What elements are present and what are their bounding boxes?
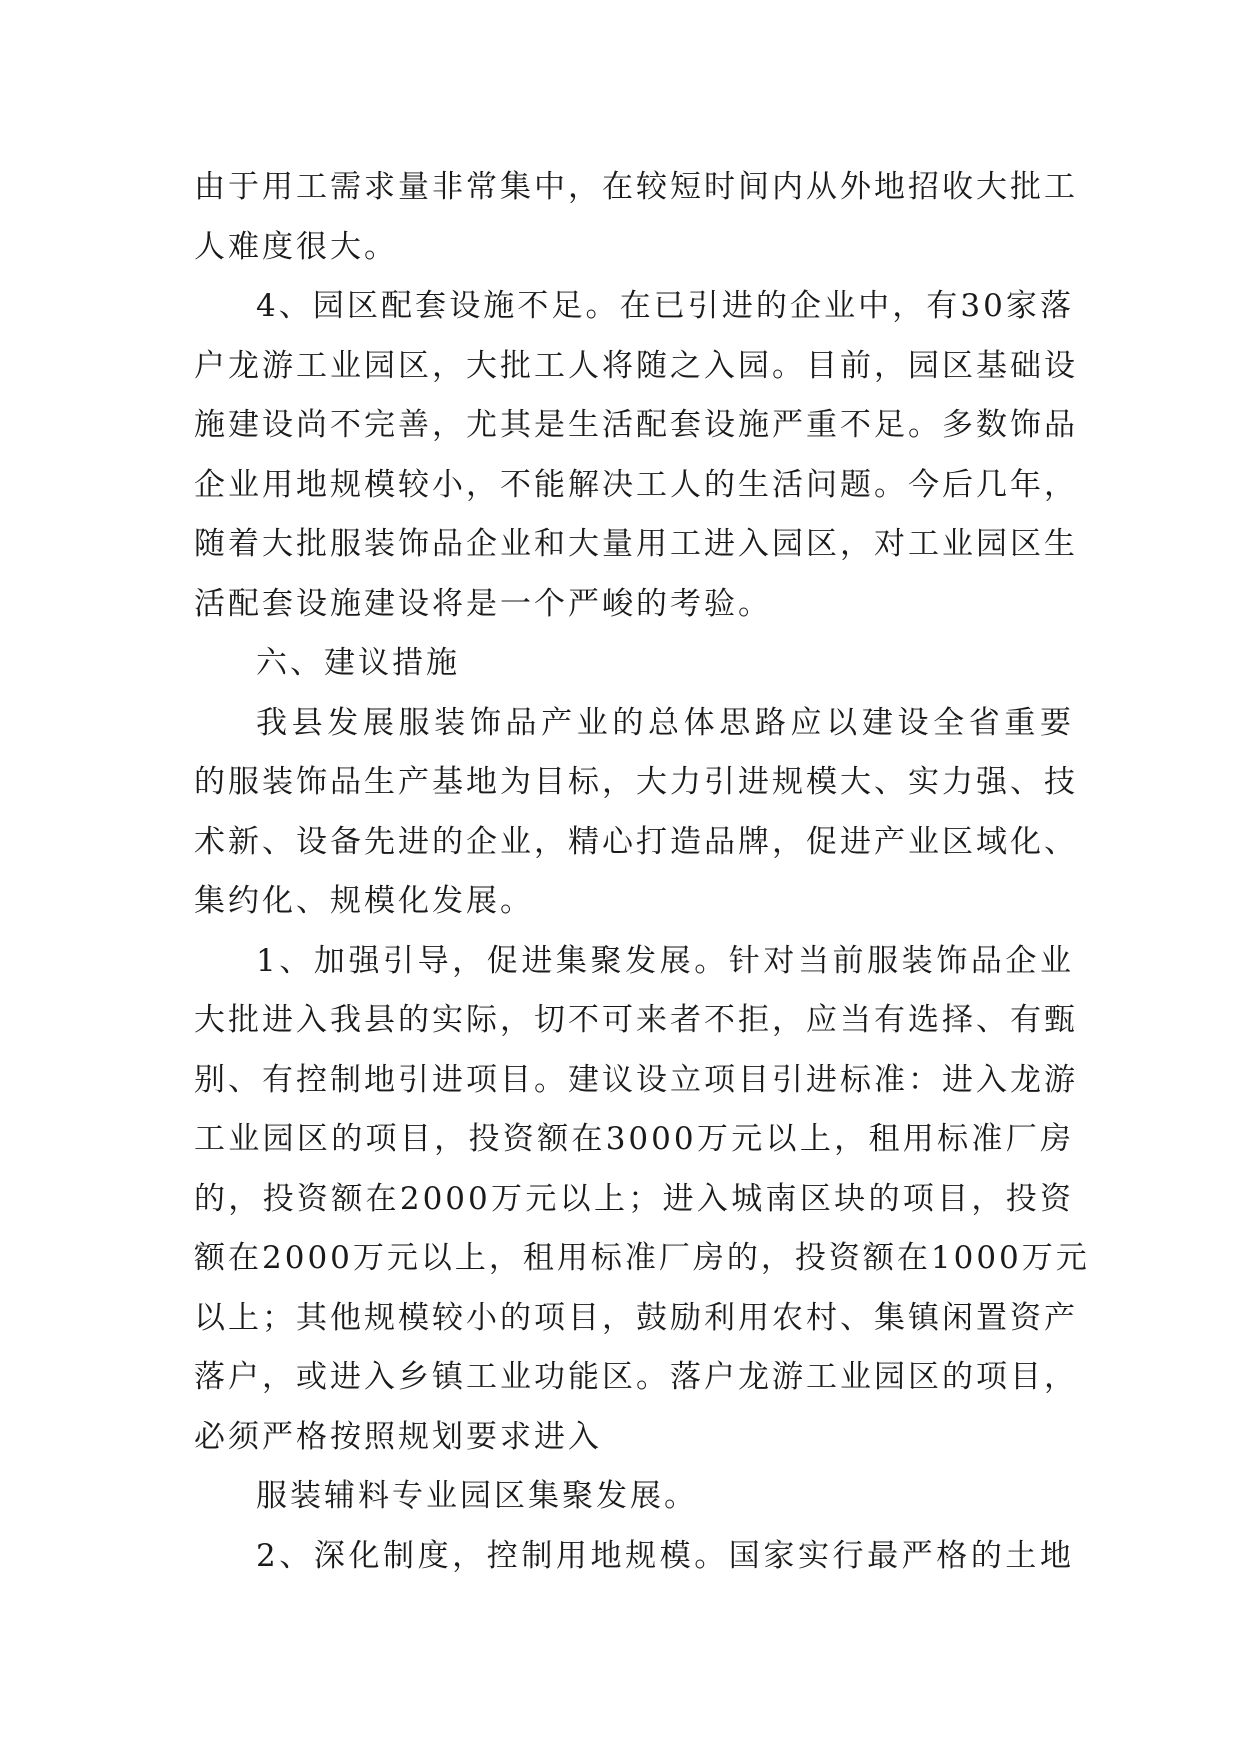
text-line: 随着大批服装饰品企业和大量用工进入园区，对工业园区生 <box>194 526 1078 562</box>
text-line: 由于用工需求量非常集中，在较短时间内从外地招收大批工 <box>194 169 1078 205</box>
body-text <box>194 158 1090 1586</box>
text-line: 必须严格按照规划要求进入 <box>194 1418 602 1455</box>
text-line: 企业用地规模较小，不能解决工人的生活问题。今后几年， <box>194 466 1078 503</box>
text-line: 别、有控制地引进项目。建议设立项目引进标准：进入龙游 <box>194 1061 1078 1098</box>
text-line: 集约化、规模化发展。 <box>194 883 534 919</box>
text-line: 施建设尚不完善，尤其是生活配套设施严重不足。多数饰品 <box>194 407 1078 443</box>
text-line: 的服装饰品生产基地为目标，大力引进规模大、实力强、技 <box>194 764 1078 800</box>
text-line: 服装辅料专业园区集聚发展。 <box>256 1478 698 1514</box>
text-line: 落户，或进入乡镇工业功能区。落户龙游工业园区的项目， <box>194 1359 1078 1395</box>
text-line: 术新、设备先进的企业，精心打造品牌，促进产业区域化、 <box>194 823 1078 860</box>
text-line: 2、深化制度，控制用地规模。国家实行最严格的土地 <box>256 1537 1074 1574</box>
text-line: 4、园区配套设施不足。在已引进的企业中，有30家落 <box>256 288 1074 324</box>
text-line: 的，投资额在2000万元以上；进入城南区块的项目，投资 <box>194 1180 1074 1217</box>
text-line: 以上；其他规模较小的项目，鼓励利用农村、集镇闲置资产 <box>194 1299 1078 1336</box>
text-line: 工业园区的项目，投资额在3000万元以上，租用标准厂房 <box>194 1121 1074 1157</box>
text-line: 户龙游工业园区，大批工人将随之入园。目前，园区基础设 <box>194 347 1078 384</box>
text-line: 1、加强引导，促进集聚发展。针对当前服装饰品企业 <box>256 942 1074 979</box>
text-line: 我县发展服装饰品产业的总体思路应以建设全省重要 <box>256 704 1074 741</box>
text-line: 大批进入我县的实际，切不可来者不拒，应当有选择、有甄 <box>194 1002 1078 1038</box>
text-line: 人难度很大。 <box>194 228 398 265</box>
text-line: 额在2000万元以上，租用标准厂房的，投资额在1000万元 <box>194 1240 1090 1276</box>
text-line: 活配套设施建设将是一个严峻的考验。 <box>194 585 772 622</box>
section-heading: 六、建议措施 <box>256 645 460 681</box>
